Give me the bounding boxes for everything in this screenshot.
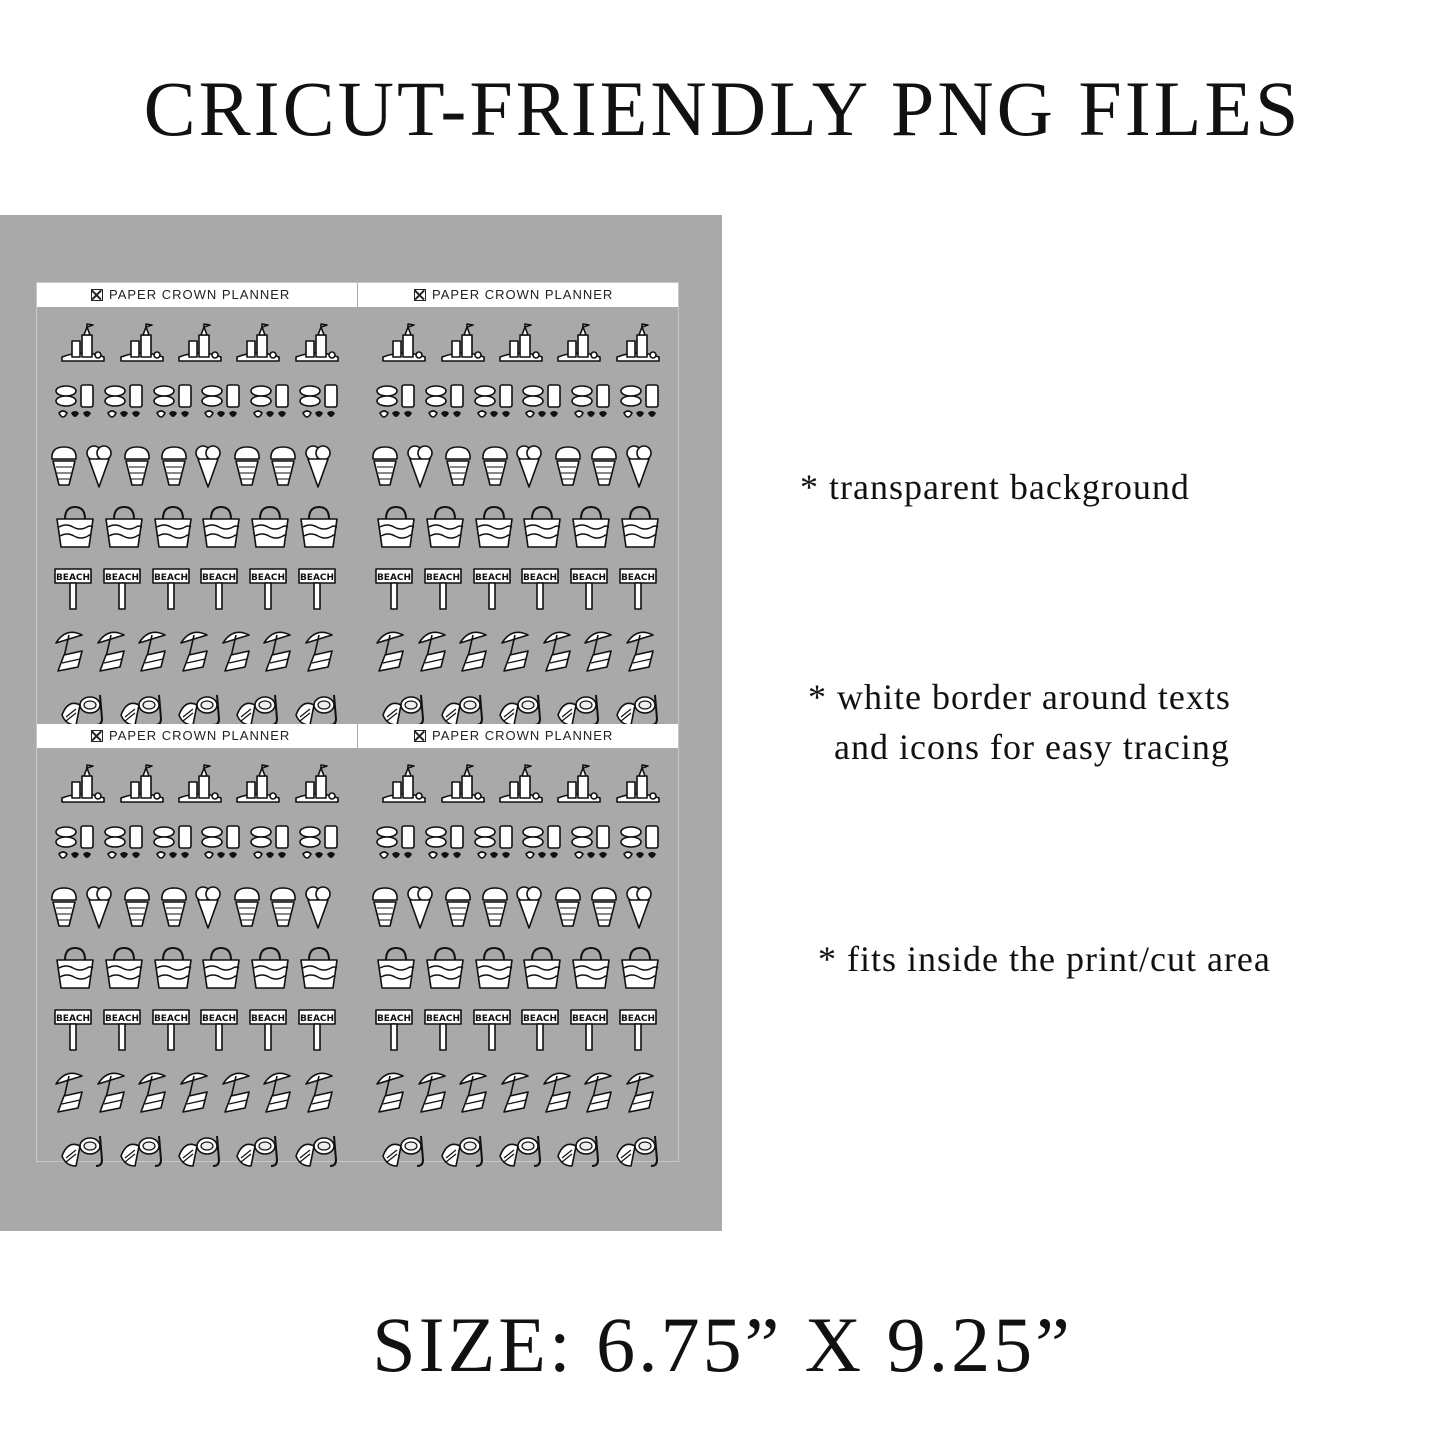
snorkel-fins-icon — [613, 1126, 657, 1170]
ice-cream-icon — [303, 884, 347, 928]
flipflops-sunglasses-sunscreen-icon — [102, 383, 146, 427]
svg-text:BEACH: BEACH — [104, 573, 140, 583]
umbrella-chair-icon — [413, 627, 457, 671]
beach-bag-icon — [618, 505, 662, 549]
flipflops-sunglasses-sunscreen-icon — [423, 824, 467, 868]
snorkel-fins-icon — [496, 685, 540, 729]
umbrella-chair-icon — [621, 627, 665, 671]
svg-text:BEACH: BEACH — [377, 573, 412, 583]
umbrella-chair-icon — [579, 1068, 623, 1112]
beach-bag-icon — [374, 946, 418, 990]
sheet-header-bar — [358, 283, 678, 307]
sandcastle-icon — [233, 764, 277, 808]
beach-sign-icon — [151, 565, 195, 609]
umbrella-chair-icon — [175, 627, 219, 671]
beach-bag-icon — [199, 946, 243, 990]
flipflops-sunglasses-sunscreen-icon — [569, 383, 613, 427]
sandcastle-icon — [438, 764, 482, 808]
flipflops-sunglasses-sunscreen-icon — [102, 824, 146, 868]
beach-bag-icon — [374, 505, 418, 549]
beach-bag-icon — [520, 946, 564, 990]
flipflops-sunglasses-sunscreen-icon — [423, 383, 467, 427]
brand-mark — [414, 724, 613, 748]
beach-bag-icon — [297, 946, 341, 990]
beach-bag-icon — [520, 505, 564, 549]
umbrella-chair-icon — [454, 627, 498, 671]
flipflops-sunglasses-sunscreen-icon — [520, 824, 564, 868]
ice-cream-icon — [624, 884, 668, 928]
snorkel-fins-icon — [292, 685, 336, 729]
beach-bag-icon — [102, 946, 146, 990]
brand-label: PAPER CROWN PLANNER — [432, 728, 614, 743]
umbrella-chair-icon — [50, 627, 94, 671]
sheet-header-bar — [37, 283, 357, 307]
beach-sign-icon — [102, 1006, 146, 1050]
sandcastle-icon — [175, 764, 219, 808]
crown-square-icon — [414, 289, 426, 301]
flipflops-sunglasses-sunscreen-icon — [248, 824, 292, 868]
sandcastle-icon — [554, 764, 598, 808]
snorkel-fins-icon — [233, 685, 277, 729]
sandcastle-icon — [292, 323, 336, 367]
beach-sign-icon — [102, 565, 146, 609]
beach-sign-icon — [520, 1006, 564, 1050]
beach-sign-icon — [569, 1006, 613, 1050]
svg-text:BEACH: BEACH — [425, 1014, 461, 1024]
beach-sign-icon — [248, 565, 292, 609]
flipflops-sunglasses-sunscreen-icon — [618, 824, 662, 868]
flipflops-sunglasses-sunscreen-icon — [53, 383, 97, 427]
beach-bag-icon — [53, 946, 97, 990]
umbrella-chair-icon — [92, 627, 136, 671]
beach-sign-icon — [199, 565, 243, 609]
svg-text:BEACH: BEACH — [425, 573, 461, 583]
umbrella-chair-icon — [133, 627, 177, 671]
umbrella-chair-icon — [300, 1068, 344, 1112]
brand-label: PAPER CROWN PLANNER — [432, 287, 614, 302]
svg-text:BEACH: BEACH — [620, 1014, 655, 1024]
svg-text:BEACH: BEACH — [202, 573, 237, 583]
beach-bag-icon — [423, 505, 467, 549]
svg-text:BEACH: BEACH — [571, 1014, 607, 1024]
beach-sign-icon — [248, 1006, 292, 1050]
ice-cream-icon — [624, 443, 668, 487]
umbrella-chair-icon — [538, 1068, 582, 1112]
svg-text:BEACH: BEACH — [299, 573, 334, 583]
beach-sign-icon — [53, 565, 97, 609]
sandcastle-icon — [58, 764, 102, 808]
umbrella-chair-icon — [258, 627, 302, 671]
snorkel-fins-icon — [438, 1126, 482, 1170]
beach-bag-icon — [199, 505, 243, 549]
sandcastle-icon — [233, 323, 277, 367]
page-title: CRICUT-FRIENDLY PNG FILES — [143, 65, 1302, 152]
snorkel-fins-icon — [554, 685, 598, 729]
flipflops-sunglasses-sunscreen-icon — [297, 383, 341, 427]
flipflops-sunglasses-sunscreen-icon — [569, 824, 613, 868]
svg-text:BEACH: BEACH — [56, 1014, 91, 1024]
feature-white-border — [808, 672, 1231, 772]
brand-label: PAPER CROWN PLANNER — [109, 728, 291, 743]
beach-sign-icon — [569, 565, 613, 609]
svg-text:BEACH: BEACH — [523, 573, 558, 583]
umbrella-chair-icon — [175, 1068, 219, 1112]
snorkel-fins-icon — [496, 1126, 540, 1170]
sandcastle-icon — [438, 323, 482, 367]
beach-sign-icon — [297, 1006, 341, 1050]
brand-mark — [91, 724, 290, 748]
svg-text:BEACH: BEACH — [620, 573, 655, 583]
umbrella-chair-icon — [371, 627, 415, 671]
svg-text:BEACH: BEACH — [250, 573, 286, 583]
sandcastle-icon — [117, 764, 161, 808]
beach-sign-icon — [53, 1006, 97, 1050]
flipflops-sunglasses-sunscreen-icon — [374, 824, 418, 868]
snorkel-fins-icon — [438, 685, 482, 729]
flipflops-sunglasses-sunscreen-icon — [374, 383, 418, 427]
snorkel-fins-icon — [554, 1126, 598, 1170]
umbrella-chair-icon — [217, 1068, 261, 1112]
svg-text:BEACH: BEACH — [299, 1014, 334, 1024]
beach-bag-icon — [151, 946, 195, 990]
feature-white-border-line1: * white border around texts — [808, 677, 1231, 717]
svg-text:BEACH: BEACH — [104, 1014, 140, 1024]
crown-square-icon — [91, 289, 103, 301]
flipflops-sunglasses-sunscreen-icon — [297, 824, 341, 868]
beach-bag-icon — [102, 505, 146, 549]
umbrella-chair-icon — [538, 627, 582, 671]
beach-bag-icon — [297, 505, 341, 549]
flipflops-sunglasses-sunscreen-icon — [151, 824, 195, 868]
brand-mark — [414, 283, 613, 307]
beach-bag-icon — [472, 505, 516, 549]
snorkel-fins-icon — [175, 1126, 219, 1170]
snorkel-fins-icon — [379, 685, 423, 729]
umbrella-chair-icon — [413, 1068, 457, 1112]
svg-text:BEACH: BEACH — [377, 1014, 412, 1024]
svg-text:BEACH: BEACH — [523, 1014, 558, 1024]
beach-sign-icon — [151, 1006, 195, 1050]
svg-text:BEACH: BEACH — [250, 1014, 286, 1024]
beach-sign-icon — [297, 565, 341, 609]
beach-sign-icon — [374, 1006, 418, 1050]
sandcastle-icon — [496, 323, 540, 367]
feature-fits-cut-area: * fits inside the print/cut area — [818, 939, 1271, 979]
snorkel-fins-icon — [117, 685, 161, 729]
svg-text:BEACH: BEACH — [153, 1014, 188, 1024]
umbrella-chair-icon — [496, 1068, 540, 1112]
beach-sign-icon — [199, 1006, 243, 1050]
umbrella-chair-icon — [579, 627, 623, 671]
flipflops-sunglasses-sunscreen-icon — [472, 383, 516, 427]
umbrella-chair-icon — [454, 1068, 498, 1112]
beach-sign-icon — [472, 565, 516, 609]
umbrella-chair-icon — [92, 1068, 136, 1112]
sandcastle-icon — [175, 323, 219, 367]
umbrella-chair-icon — [258, 1068, 302, 1112]
snorkel-fins-icon — [58, 685, 102, 729]
svg-text:BEACH: BEACH — [571, 573, 607, 583]
beach-bag-icon — [423, 946, 467, 990]
sandcastle-icon — [58, 323, 102, 367]
beach-bag-icon — [569, 946, 613, 990]
flipflops-sunglasses-sunscreen-icon — [53, 824, 97, 868]
svg-text:BEACH: BEACH — [474, 573, 509, 583]
beach-bag-icon — [248, 946, 292, 990]
sandcastle-icon — [117, 323, 161, 367]
flipflops-sunglasses-sunscreen-icon — [199, 383, 243, 427]
beach-sign-icon — [618, 1006, 662, 1050]
snorkel-fins-icon — [58, 1126, 102, 1170]
snorkel-fins-icon — [233, 1126, 277, 1170]
snorkel-fins-icon — [613, 685, 657, 729]
flipflops-sunglasses-sunscreen-icon — [472, 824, 516, 868]
snorkel-fins-icon — [175, 685, 219, 729]
svg-text:BEACH: BEACH — [202, 1014, 237, 1024]
sheet-header-bar — [358, 724, 678, 748]
beach-sign-icon — [423, 565, 467, 609]
sandcastle-icon — [496, 764, 540, 808]
beach-bag-icon — [53, 505, 97, 549]
umbrella-chair-icon — [496, 627, 540, 671]
crown-square-icon — [414, 730, 426, 742]
sheet-header-bar — [37, 724, 357, 748]
umbrella-chair-icon — [371, 1068, 415, 1112]
beach-bag-icon — [248, 505, 292, 549]
beach-sign-icon — [374, 565, 418, 609]
flipflops-sunglasses-sunscreen-icon — [248, 383, 292, 427]
flipflops-sunglasses-sunscreen-icon — [151, 383, 195, 427]
beach-bag-icon — [151, 505, 195, 549]
flipflops-sunglasses-sunscreen-icon — [199, 824, 243, 868]
sandcastle-icon — [379, 323, 423, 367]
sandcastle-icon — [379, 764, 423, 808]
sandcastle-icon — [554, 323, 598, 367]
beach-bag-icon — [472, 946, 516, 990]
snorkel-fins-icon — [379, 1126, 423, 1170]
flipflops-sunglasses-sunscreen-icon — [618, 383, 662, 427]
size-label: SIZE: 6.75” X 9.25” — [372, 1301, 1073, 1388]
umbrella-chair-icon — [300, 627, 344, 671]
sandcastle-icon — [613, 764, 657, 808]
flipflops-sunglasses-sunscreen-icon — [520, 383, 564, 427]
beach-bag-icon — [569, 505, 613, 549]
brand-label: PAPER CROWN PLANNER — [109, 287, 291, 302]
svg-text:BEACH: BEACH — [153, 573, 188, 583]
svg-text:BEACH: BEACH — [56, 573, 91, 583]
feature-white-border-line2: and icons for easy tracing — [834, 727, 1230, 767]
beach-bag-icon — [618, 946, 662, 990]
feature-transparent-background: * transparent background — [800, 467, 1190, 507]
svg-text:BEACH: BEACH — [474, 1014, 509, 1024]
umbrella-chair-icon — [133, 1068, 177, 1112]
crown-square-icon — [91, 730, 103, 742]
beach-sign-icon — [520, 565, 564, 609]
umbrella-chair-icon — [217, 627, 261, 671]
beach-sign-icon — [472, 1006, 516, 1050]
sandcastle-icon — [613, 323, 657, 367]
beach-sign-icon — [618, 565, 662, 609]
snorkel-fins-icon — [117, 1126, 161, 1170]
ice-cream-icon — [303, 443, 347, 487]
sandcastle-icon — [292, 764, 336, 808]
beach-sign-icon — [423, 1006, 467, 1050]
umbrella-chair-icon — [50, 1068, 94, 1112]
umbrella-chair-icon — [621, 1068, 665, 1112]
brand-mark — [91, 283, 290, 307]
snorkel-fins-icon — [292, 1126, 336, 1170]
